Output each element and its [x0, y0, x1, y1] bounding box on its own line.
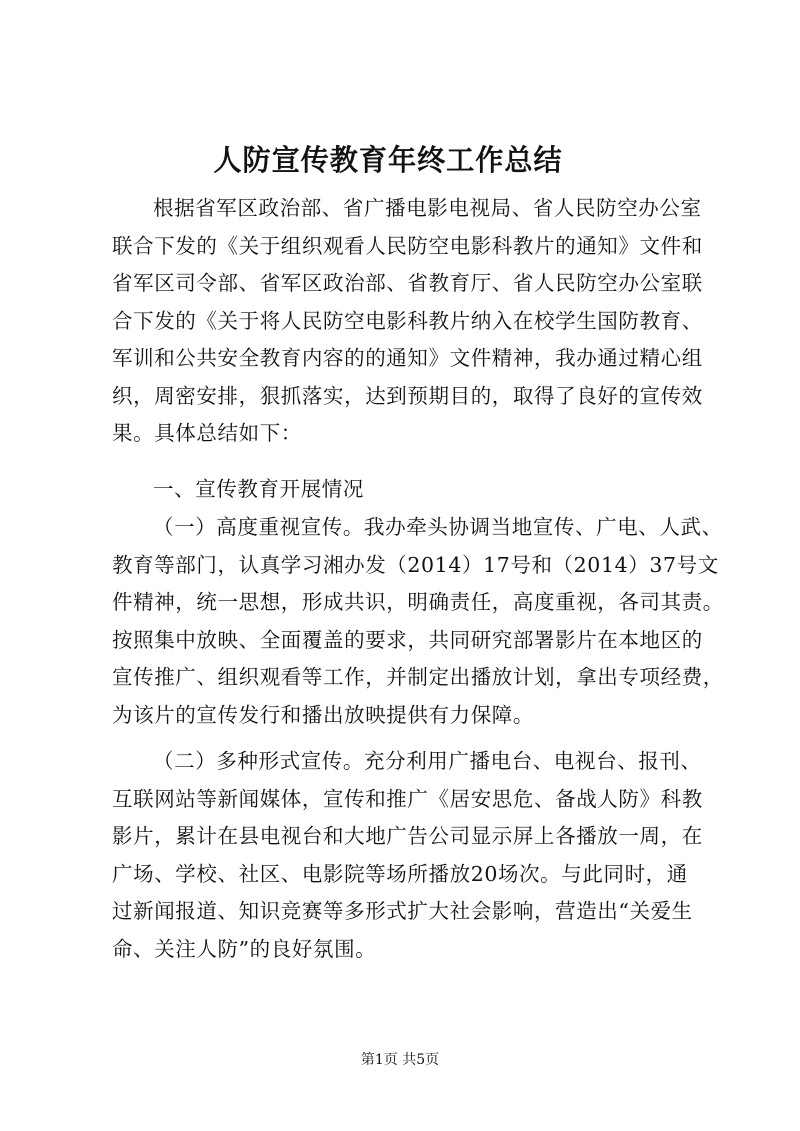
- paragraph-2-line-5: 宣传推广、组织观看等工作，并制定出播放计划，拿出专项经费，: [112, 665, 724, 689]
- paragraph-1-line-2: 联合下发的《关于组织观看人民防空电影科教片的通知》文件和: [112, 234, 703, 258]
- paragraph-1-line-1: 根据省军区政治部、省广播电影电视局、省人民防空办公室: [153, 196, 702, 220]
- paragraph-3-line-1: （二）多种形式宣传。充分利用广播电台、电视台、报刊、: [153, 749, 702, 773]
- paragraph-3-line-3: 影片，累计在县电视台和大地广告公司显示屏上各播放一周，在: [112, 824, 703, 848]
- paragraph-2-line-3: 件精神，统一思想，形成共识，明确责任，高度重视，各司其责。: [112, 590, 724, 614]
- paragraph-2-line-4: 按照集中放映、全面覆盖的要求，共同研究部署影片在本地区的: [112, 628, 703, 652]
- paragraph-3-line-5: 过新闻报道、知识竞赛等多形式扩大社会影响，营造出“关爱生: [112, 899, 693, 923]
- paragraph-2-line-6: 为该片的宣传发行和播出放映提供有力保障。: [112, 703, 534, 727]
- paragraph-1-line-7: 果。具体总结如下：: [112, 421, 302, 445]
- page-number: 第1页 共5页: [360, 1052, 440, 1068]
- section-heading-1: 一、宣传教育开展情况: [153, 477, 364, 501]
- paragraph-2-line-1: （一）高度重视宣传。我办牵头协调当地宣传、广电、人武、: [153, 515, 723, 539]
- paragraph-1-line-3: 省军区司令部、省军区政治部、省教育厅、省人民防空办公室联: [112, 271, 703, 295]
- paragraph-3-line-2: 互联网站等新闻媒体，宣传和推广《居安思危、备战人防》科教: [112, 787, 703, 811]
- paragraph-2-line-2: 教育等部门，认真学习湘办发（2014）17号和（2014）37号文: [112, 553, 719, 577]
- paragraph-3-line-4: 广场、学校、社区、电影院等场所播放20场次。与此同时，通: [112, 862, 688, 886]
- paragraph-1-line-6: 织，周密安排，狠抓落实，达到预期目的，取得了良好的宣传效: [112, 384, 703, 408]
- paragraph-3-line-6: 命、关注人防”的良好氛围。: [112, 937, 377, 961]
- document-title: 人防宣传教育年终工作总结: [213, 143, 563, 177]
- paragraph-1-line-4: 合下发的《关于将人民防空电影科教片纳入在校学生国防教育、: [112, 309, 703, 333]
- paragraph-1-line-5: 军训和公共安全教育内容的的通知》文件精神，我办通过精心组: [112, 346, 703, 370]
